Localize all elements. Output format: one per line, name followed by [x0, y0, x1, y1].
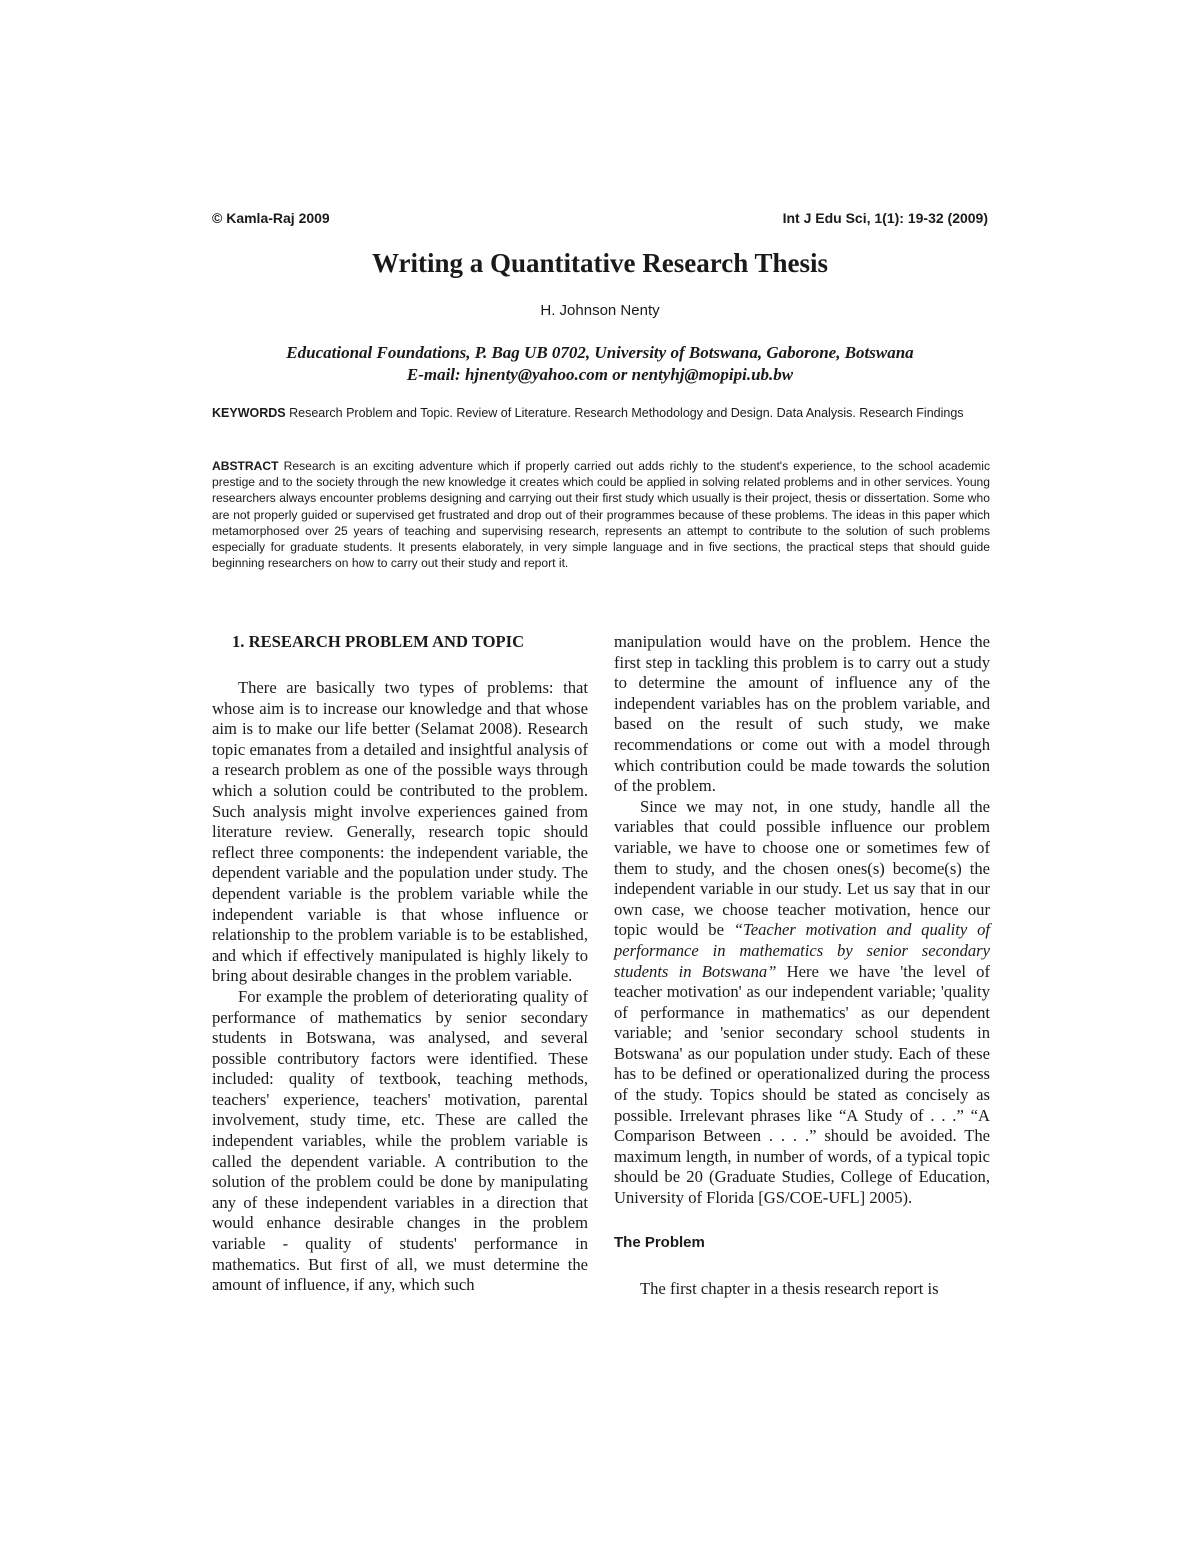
keywords-block	[212, 404, 990, 422]
copyright-line: © Kamla-Raj 2009	[212, 210, 330, 226]
abstract-text: Research is an exciting adventure which if properly carried out adds richly to the student's experience, to the school academic prestige and to the society through the new knowledge it creates which could be applied in solving related problems and in other services. Young researchers always encounter problems designing and carrying out their first study which usually is their project, thesis or dissertation. Some who are not properly guided or supervised get frustrated and drop out of their programmes because of these problems. The ideas in this paper which metamorphosed over 25 years of teaching and supervising research, represents an attempt to contribute to the solution of such problems especially for graduate students. It presents elaborately, in very simple language and in five sections, the practical steps that should guide beginning researchers on how to carry out their study and report it.	[212, 459, 990, 571]
author-name: H. Johnson Nenty	[540, 302, 660, 319]
example-topic: “Teacher motivation and quality of performance in mathematics by senior secondary students in Botswana”	[614, 920, 990, 981]
subsection-heading: The Problem	[614, 1233, 705, 1251]
affiliation-email[interactable]: E-mail: hjnenty@yahoo.com or nentyhj@mopipi.ub.bw	[406, 365, 794, 384]
body-text: Since we may not, in one study, handle all the variables that could possible influence our problem variable, we have to choose one or sometimes few of them to study, and the chosen ones(s) become(s) the independent variable in our study. Let us say that in our own case, we choose teacher motivation, hence our topic would be	[614, 796, 990, 940]
body-paragraph: There are basically two types of problems: that whose aim is to increase our knowledge and that whose aim is to make our life better (Selamat 2008). Research topic emanates from a detailed and insightful analysis of a research problem as one of the possible ways through which a solution could be contributed to the problem. Such analysis might involve experiences gained from literature review. Generally, research topic should reflect three components: the independent variable, the dependent variable and the population under study. The dependent variable is the problem variable while the independent variable is that whose influence or relationship to the problem variable is to be established, and which if effectively manipulated is highly likely to bring about desirable changes in the problem variable.	[212, 678, 588, 986]
right-column	[614, 632, 990, 1300]
journal-citation: Int J Edu Sci, 1(1): 19-32 (2009)	[782, 210, 988, 226]
running-head	[212, 210, 988, 226]
paper-title: Writing a Quantitative Research Thesis	[371, 248, 828, 278]
body-paragraph: The first chapter in a thesis research report is	[640, 1279, 939, 1299]
body-paragraph: For example the problem of deteriorating quality of performance of mathematics by senior secondary students in Botswana, was analysed, and several possible contributory factors were identified. These included: quality of textbook, teaching methods, teachers' experience, teachers' motivation, parental involvement, study time, etc. These are called the independent variables, while the problem variable is called the dependent variable. A contribution to the solution of the problem could be done by manipulating any of these independent variables in a direction that would enhance desirable changes in the problem variable - quality of students' performance in mathematics. But first of all, we must determine the amount of influence, if any, which such	[212, 986, 588, 1295]
abstract-block	[212, 458, 990, 571]
author-affiliation	[0, 342, 1200, 386]
left-column	[212, 632, 588, 1296]
affiliation-address: Educational Foundations, P. Bag UB 0702, University of Botswana, Gaborone, Botswana	[286, 343, 914, 362]
body-paragraph: manipulation would have on the problem. Hence the first step in tackling this problem is to carry out a study to determine the amount of influence any of the independent variables has on the problem variable, and based on the result of such study, we make recommendations or come out with a model through which contribution could be made towards the solution of the problem.	[614, 632, 990, 796]
section-heading: 1. RESEARCH PROBLEM AND TOPIC	[232, 632, 525, 651]
keywords-text: Research Problem and Topic. Review of Literature. Research Methodology and Design. Data Analysis. Research Findings	[285, 406, 964, 420]
abstract-label: ABSTRACT	[212, 459, 279, 473]
keywords-label: KEYWORDS	[212, 406, 286, 420]
body-text: Here we have 'the level of teacher motivation' as our independent variable; 'quality of performance in mathematics' as our dependent variable; and 'senior secondary school students in Botswana' as our population under study. Each of these has to be defined or operationalized during the process of the study. Topics should be stated as concisely as possible. Irrelevant phrases like “A Study of . . .” “A Comparison Between . . . .” should be avoided. The maximum length, in number of words, of a typical topic should be 20 (Graduate Studies, College of Education, University of Florida [GS/COE-UFL] 2005).	[614, 961, 990, 1208]
body-paragraph	[614, 797, 990, 1209]
